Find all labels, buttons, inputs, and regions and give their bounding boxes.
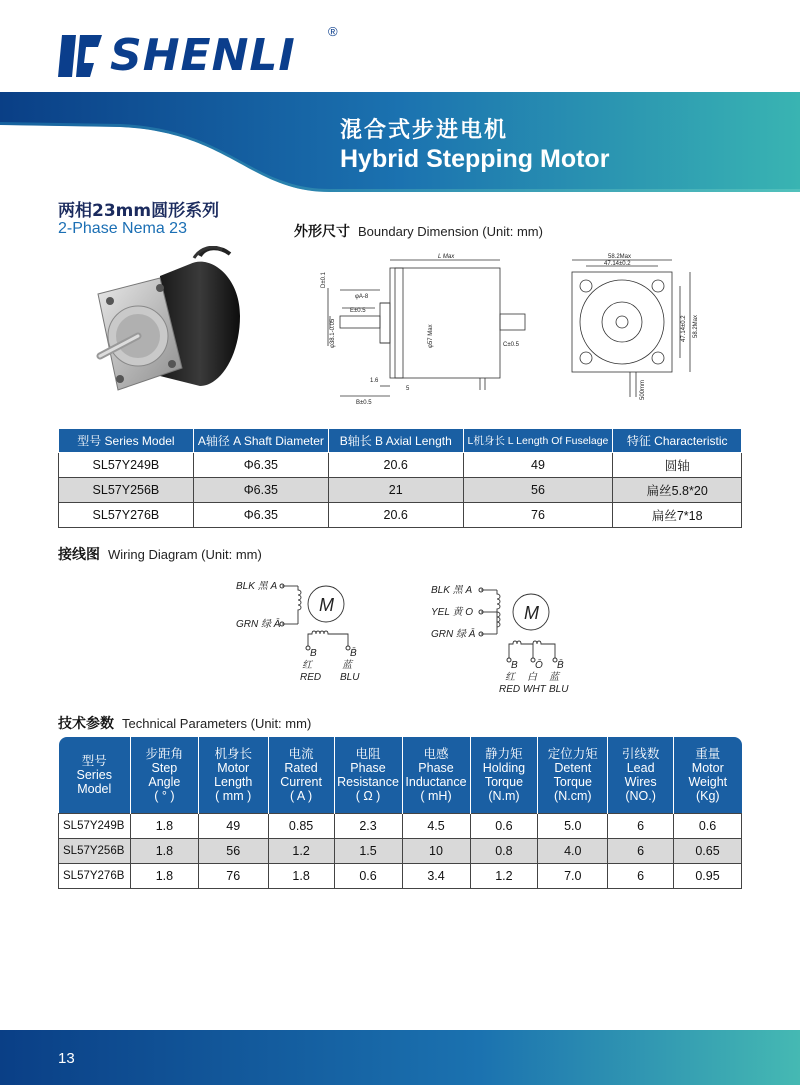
dim-phi-a: φA-8	[355, 294, 369, 300]
tech-col-header	[334, 737, 402, 813]
tech-col-header	[608, 737, 674, 813]
table-cell: 0.6	[674, 813, 742, 838]
tech-col-header-line: Motor	[217, 760, 250, 775]
tech-col-header-line: 引线数	[621, 746, 660, 761]
wire-label-red: RED	[300, 672, 322, 683]
dim-d: D±0.1	[321, 272, 327, 288]
series-title-en: 2-Phase Nema 23	[58, 220, 187, 237]
table-cell: 圆轴	[613, 453, 742, 478]
table-cell: 4.5	[402, 813, 470, 838]
table-cell: SL57Y249B	[59, 813, 131, 838]
tech-col-header-line: ( mm )	[215, 788, 252, 803]
table-cell: 20.6	[328, 453, 463, 478]
dimension-table	[58, 428, 742, 528]
tech-col-header-line: Step	[151, 760, 178, 775]
table-cell: 1.2	[268, 838, 334, 863]
tech-heading-en: Technical Parameters (Unit: mm)	[122, 716, 312, 731]
boundary-heading-cn: 外形尺寸	[294, 224, 350, 240]
tech-heading	[58, 713, 311, 733]
tech-col-header-line: ( A )	[289, 788, 313, 803]
tech-col-header-line: 定位力矩	[547, 746, 598, 761]
dim-phi381: φ38.1-0.05	[330, 318, 336, 348]
dimension-table-header	[59, 429, 742, 453]
dim-lead: 500mm	[640, 379, 646, 400]
table-row	[59, 813, 742, 838]
table-cell: 4.0	[538, 838, 608, 863]
tech-col-header-line: 型号	[81, 753, 107, 768]
footer-bar	[0, 1030, 800, 1085]
tech-col-header	[268, 737, 334, 813]
wire-label-red-cn: 红	[302, 660, 312, 671]
dim-l-max: L Max	[438, 254, 455, 260]
table-cell: 56	[463, 478, 613, 503]
tech-params-table	[58, 737, 742, 889]
tech-col-header-line: Detent	[554, 760, 592, 775]
table-row	[59, 863, 742, 888]
wire-label-blu-cn: 蓝	[342, 660, 352, 671]
side-view-drawing	[320, 248, 530, 408]
dim-b: B±0.5	[356, 400, 372, 406]
wire-label-b: B	[511, 660, 518, 671]
table-cell: 76	[463, 503, 613, 528]
tech-col-header-line: 电阻	[355, 746, 381, 761]
table-cell: 0.95	[674, 863, 742, 888]
tech-col-header-line: Rated	[284, 760, 318, 775]
wire-label-bbar: B̄	[350, 648, 357, 659]
wiring-diagram-4-lead	[230, 572, 380, 687]
wiring-heading-cn: 接线图	[58, 547, 100, 563]
wire-label-bbar: B̄	[557, 660, 564, 671]
wire-label-o: Ō	[535, 660, 543, 671]
wire-label-wht-cn: 白	[527, 672, 537, 683]
tech-col-header-line: Phase	[350, 760, 386, 775]
table-cell: SL57Y249B	[59, 453, 194, 478]
tech-col-header-line: Series	[76, 767, 112, 782]
front-view-drawing	[560, 252, 710, 402]
table-cell: 3.4	[402, 863, 470, 888]
wire-label-blu: BLU	[340, 672, 360, 683]
wiring-diagram-6-lead	[425, 576, 585, 698]
wire-label-blk: BLK 黑 A	[236, 581, 278, 592]
tech-col-header-line: Inductance	[405, 774, 467, 789]
tech-col-header-line: Model	[77, 781, 112, 796]
wire-label-blk: BLK 黑 A	[431, 585, 473, 596]
table-cell: 2.3	[334, 813, 402, 838]
col-header: 型号 Series Model	[59, 429, 194, 453]
tech-col-header-line: 机身长	[214, 746, 252, 761]
dim-16: 1.6	[370, 378, 379, 384]
table-cell: 49	[198, 813, 268, 838]
tech-col-header-line: Torque	[553, 774, 592, 789]
table-row	[59, 503, 742, 528]
wire-label-wht: WHT	[523, 684, 546, 695]
table-cell: 0.8	[470, 838, 538, 863]
wire-label-b: B	[310, 648, 317, 659]
wire-label-yel: YEL 黄 O	[431, 607, 474, 618]
tech-col-header-line: 静力矩	[485, 746, 523, 761]
registered-mark: ®	[328, 24, 338, 39]
dim-phi57: φ57 Max	[428, 324, 434, 348]
tech-col-header-line: Resistance	[337, 774, 399, 789]
table-cell: 10	[402, 838, 470, 863]
banner-title-en: Hybrid Stepping Motor	[340, 145, 610, 173]
table-cell: 5.0	[538, 813, 608, 838]
col-header: B轴长 B Axial Length	[328, 429, 463, 453]
table-cell: SL57Y256B	[59, 838, 131, 863]
table-cell: Φ6.35	[193, 503, 328, 528]
wire-label-blu-cn: 蓝	[549, 672, 559, 683]
brand-name: SHENLI	[110, 30, 296, 81]
table-cell: SL57Y276B	[59, 503, 194, 528]
dim-c: C±0.5	[503, 342, 519, 348]
tech-col-header-line: Motor	[691, 760, 724, 775]
table-cell: 7.0	[538, 863, 608, 888]
brand-logo	[56, 24, 338, 84]
tech-col-header-line: (N.m)	[488, 788, 520, 803]
banner-title-cn: 混合式步进电机	[340, 118, 509, 143]
motor-symbol: M	[319, 595, 334, 615]
banner-title	[340, 118, 609, 174]
boundary-heading-en: Boundary Dimension (Unit: mm)	[358, 224, 543, 239]
table-cell: 49	[463, 453, 613, 478]
col-header: 特征 Characteristic	[613, 429, 742, 453]
tech-col-header-line: Length	[214, 774, 253, 789]
table-row	[59, 453, 742, 478]
table-cell: Φ6.35	[193, 478, 328, 503]
dim-w4714: 47.14±0.2	[604, 261, 631, 267]
table-cell: 扁丝5.8*20	[613, 478, 742, 503]
tech-col-header-line: Phase	[418, 760, 454, 775]
tech-col-header-line: Lead	[626, 760, 655, 775]
tech-heading-cn: 技术参数	[58, 716, 114, 732]
dim-5: 5	[406, 386, 410, 392]
motor-symbol: M	[524, 603, 539, 623]
tech-table-header	[59, 737, 742, 813]
tech-col-header-line: ( Ω )	[355, 788, 381, 803]
table-cell: 1.8	[130, 838, 198, 863]
tech-col-header-line: Current	[280, 774, 322, 789]
tech-col-header-line: Angle	[148, 774, 181, 789]
tech-col-header-line: Holding	[482, 760, 526, 775]
tech-col-header-line: 重量	[695, 746, 721, 761]
table-cell: 0.65	[674, 838, 742, 863]
table-cell: 6	[608, 813, 674, 838]
table-cell: 1.2	[470, 863, 538, 888]
table-cell: 0.85	[268, 813, 334, 838]
tech-col-header	[402, 737, 470, 813]
table-cell: Φ6.35	[193, 453, 328, 478]
table-cell: 1.8	[268, 863, 334, 888]
col-header: A轴径 A Shaft Diameter	[193, 429, 328, 453]
tech-col-header-line: ( ° )	[154, 788, 175, 803]
table-cell: 0.6	[334, 863, 402, 888]
table-cell: 6	[608, 838, 674, 863]
table-cell: SL57Y276B	[59, 863, 131, 888]
tech-col-header	[674, 737, 742, 813]
table-cell: 扁丝7*18	[613, 503, 742, 528]
tech-col-header	[198, 737, 268, 813]
table-row	[59, 478, 742, 503]
dim-h4714: 47.14±0.2	[681, 315, 687, 342]
table-cell: 20.6	[328, 503, 463, 528]
page-number: 13	[58, 1050, 75, 1067]
tech-col-header-line: (N.cm)	[554, 788, 592, 803]
wiring-heading	[58, 544, 262, 564]
boundary-heading	[294, 221, 543, 241]
table-cell: SL57Y256B	[59, 478, 194, 503]
dim-w582: 58.2Max	[608, 254, 632, 260]
tech-col-header-line: ( mH)	[420, 788, 452, 803]
tech-col-header-line: Wires	[624, 774, 657, 789]
wire-label-red: RED	[499, 684, 521, 695]
table-cell: 76	[198, 863, 268, 888]
motor-photo	[90, 246, 270, 416]
table-row	[59, 838, 742, 863]
tech-col-header	[470, 737, 538, 813]
tech-col-header	[59, 737, 131, 813]
wire-label-grn: GRN 绿 Ā	[431, 629, 476, 640]
table-cell: 6	[608, 863, 674, 888]
series-title-cn: 两相23mm圆形系列	[58, 201, 220, 221]
wiring-heading-en: Wiring Diagram (Unit: mm)	[108, 547, 262, 562]
table-cell: 1.8	[130, 863, 198, 888]
col-header: L机身长 L Length Of Fuselage	[463, 429, 613, 453]
tech-col-header	[538, 737, 608, 813]
table-cell: 1.8	[130, 813, 198, 838]
table-cell: 56	[198, 838, 268, 863]
tech-col-header-line: Torque	[484, 774, 524, 789]
tech-col-header-line: (NO.)	[625, 788, 656, 803]
tech-col-header-line: 步距角	[145, 746, 184, 761]
table-cell: 1.5	[334, 838, 402, 863]
tech-col-header-line: Weight	[688, 774, 728, 789]
logo-mark-icon	[56, 33, 104, 79]
wire-label-blu: BLU	[549, 684, 569, 695]
wire-label-grn: GRN 绿 Ā	[236, 619, 281, 630]
dim-e: E±0.5	[350, 308, 366, 314]
tech-col-header-line: 电感	[423, 746, 449, 761]
table-cell: 0.6	[470, 813, 538, 838]
tech-col-header-line: (Kg)	[695, 788, 720, 803]
tech-col-header-line: 电流	[288, 746, 314, 761]
table-cell: 21	[328, 478, 463, 503]
dim-h582: 58.2Max	[693, 314, 699, 338]
wire-label-red-cn: 红	[505, 672, 515, 683]
tech-col-header	[130, 737, 198, 813]
